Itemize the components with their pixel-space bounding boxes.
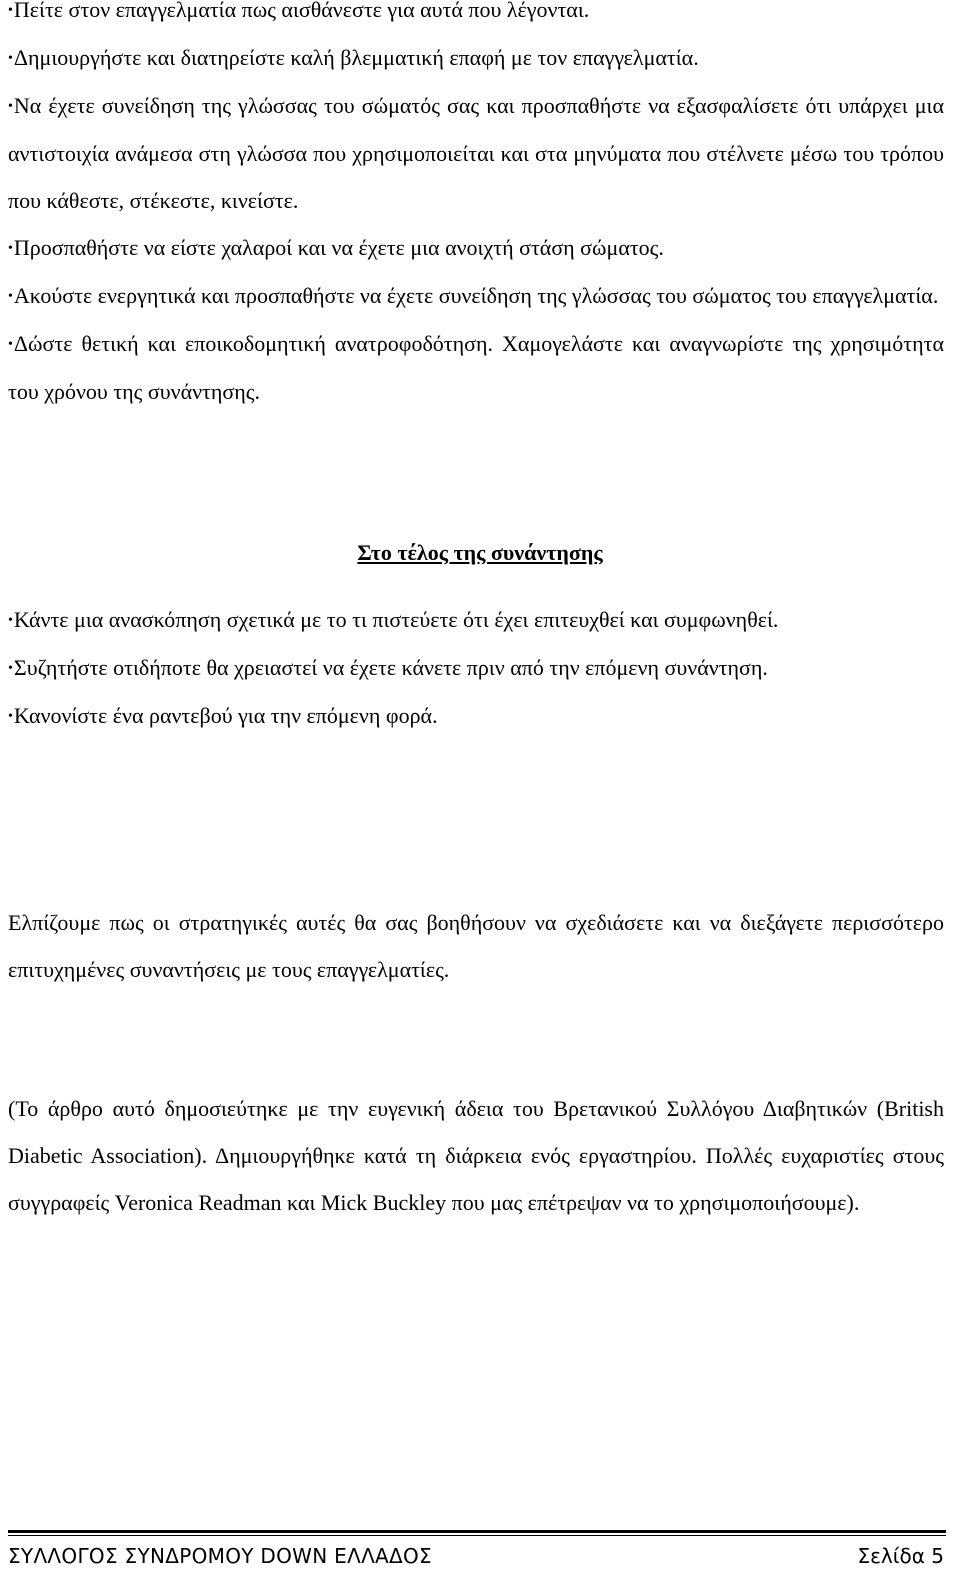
bullet-item xyxy=(8,272,944,320)
bullet-item xyxy=(8,82,944,224)
bullet-icon: • xyxy=(8,289,13,304)
bullet-item xyxy=(8,644,944,692)
footer-page-number: Σελίδα 5 xyxy=(857,1544,944,1568)
bullet-text: Ακούστε ενεργητικά και προσπαθήστε να έχετε συνείδηση της γλώσσας του σώματος του επαγγελματία. xyxy=(13,283,939,308)
bullet-item xyxy=(8,34,944,82)
bullet-text: Πείτε στον επαγγελματία πως αισθάνεστε για αυτά που λέγονται. xyxy=(13,0,590,22)
bullet-text: Να έχετε συνείδηση της γλώσσας του σώματός σας και προσπαθήστε να εξασφαλίσετε ότι υπάρχει μια αντιστοιχία ανάμεσα στη γλώσσα που χρησιμοποιείται και στα μηνύματα που στέλνετε μέσω του τρόπου που κάθεστε, στέκεστε, κινείστε. xyxy=(8,93,944,213)
bullet-item xyxy=(8,224,944,272)
bullet-icon: • xyxy=(8,337,13,352)
bullet-icon: • xyxy=(8,51,13,66)
footer-rule-thin xyxy=(8,1535,946,1536)
bullet-item xyxy=(8,320,944,415)
bullet-text: Συζητήστε οτιδήποτε θα χρειαστεί να έχετε κάνετε πριν από την επόμενη συνάντηση. xyxy=(13,655,768,680)
top-bullet-list xyxy=(8,0,944,415)
credit-paragraph: (Το άρθρο αυτό δημοσιεύτηκε με την ευγενική άδεια του Βρετανικού Συλλόγου Διαβητικών (British Diabetic Association). Δημιουργήθηκε κατά τη διάρκεια ενός εργαστηρίου. Πολλές ευχαριστίες στους συγγραφείς Veronica Readman και Mick Buckley που μας επέτρεψαν να το χρησιμοποιήσουμε). xyxy=(8,1096,944,1215)
end-bullet-list xyxy=(8,596,944,740)
bullet-icon: • xyxy=(8,661,13,676)
bullet-item xyxy=(8,692,944,740)
bullet-text: Προσπαθήστε να είστε χαλαροί και να έχετε μια ανοιχτή στάση σώματος. xyxy=(13,235,664,260)
section-heading: Στο τέλος της συνάντησης xyxy=(357,540,603,565)
bullet-text: Κάντε μια ανασκόπηση σχετικά με το τι πιστεύετε ότι έχει επιτευχθεί και συμφωνηθεί. xyxy=(13,607,779,632)
bullet-icon: • xyxy=(8,241,13,256)
footer-rule xyxy=(8,1530,946,1533)
footer-organization: ΣΥΛΛΟΓΟΣ ΣΥΝΔΡΟΜΟΥ DOWN ΕΛΛΑΔΟΣ xyxy=(8,1544,432,1568)
closing-paragraph: Ελπίζουμε πως οι στρατηγικές αυτές θα σας βοηθήσουν να σχεδιάσετε και να διεξάγετε περισσότερο επιτυχημένες συναντήσεις με τους επαγγελματίες. xyxy=(8,910,944,982)
bullet-text: Δώστε θετική και εποικοδομητική ανατροφοδότηση. Χαμογελάστε και αναγνωρίστε της χρησιμότητα του χρόνου της συνάντησης. xyxy=(8,331,944,404)
bullet-icon: • xyxy=(8,709,13,724)
bullet-item xyxy=(8,0,944,34)
bullet-icon: • xyxy=(8,3,13,18)
bullet-icon: • xyxy=(8,99,13,114)
bullet-text: Κανονίστε ένα ραντεβού για την επόμενη φορά. xyxy=(13,703,438,728)
bullet-item xyxy=(8,596,944,644)
bullet-icon: • xyxy=(8,613,13,628)
bullet-text: Δημιουργήστε και διατηρείστε καλή βλεμματική επαφή με τον επαγγελματία. xyxy=(13,45,699,70)
